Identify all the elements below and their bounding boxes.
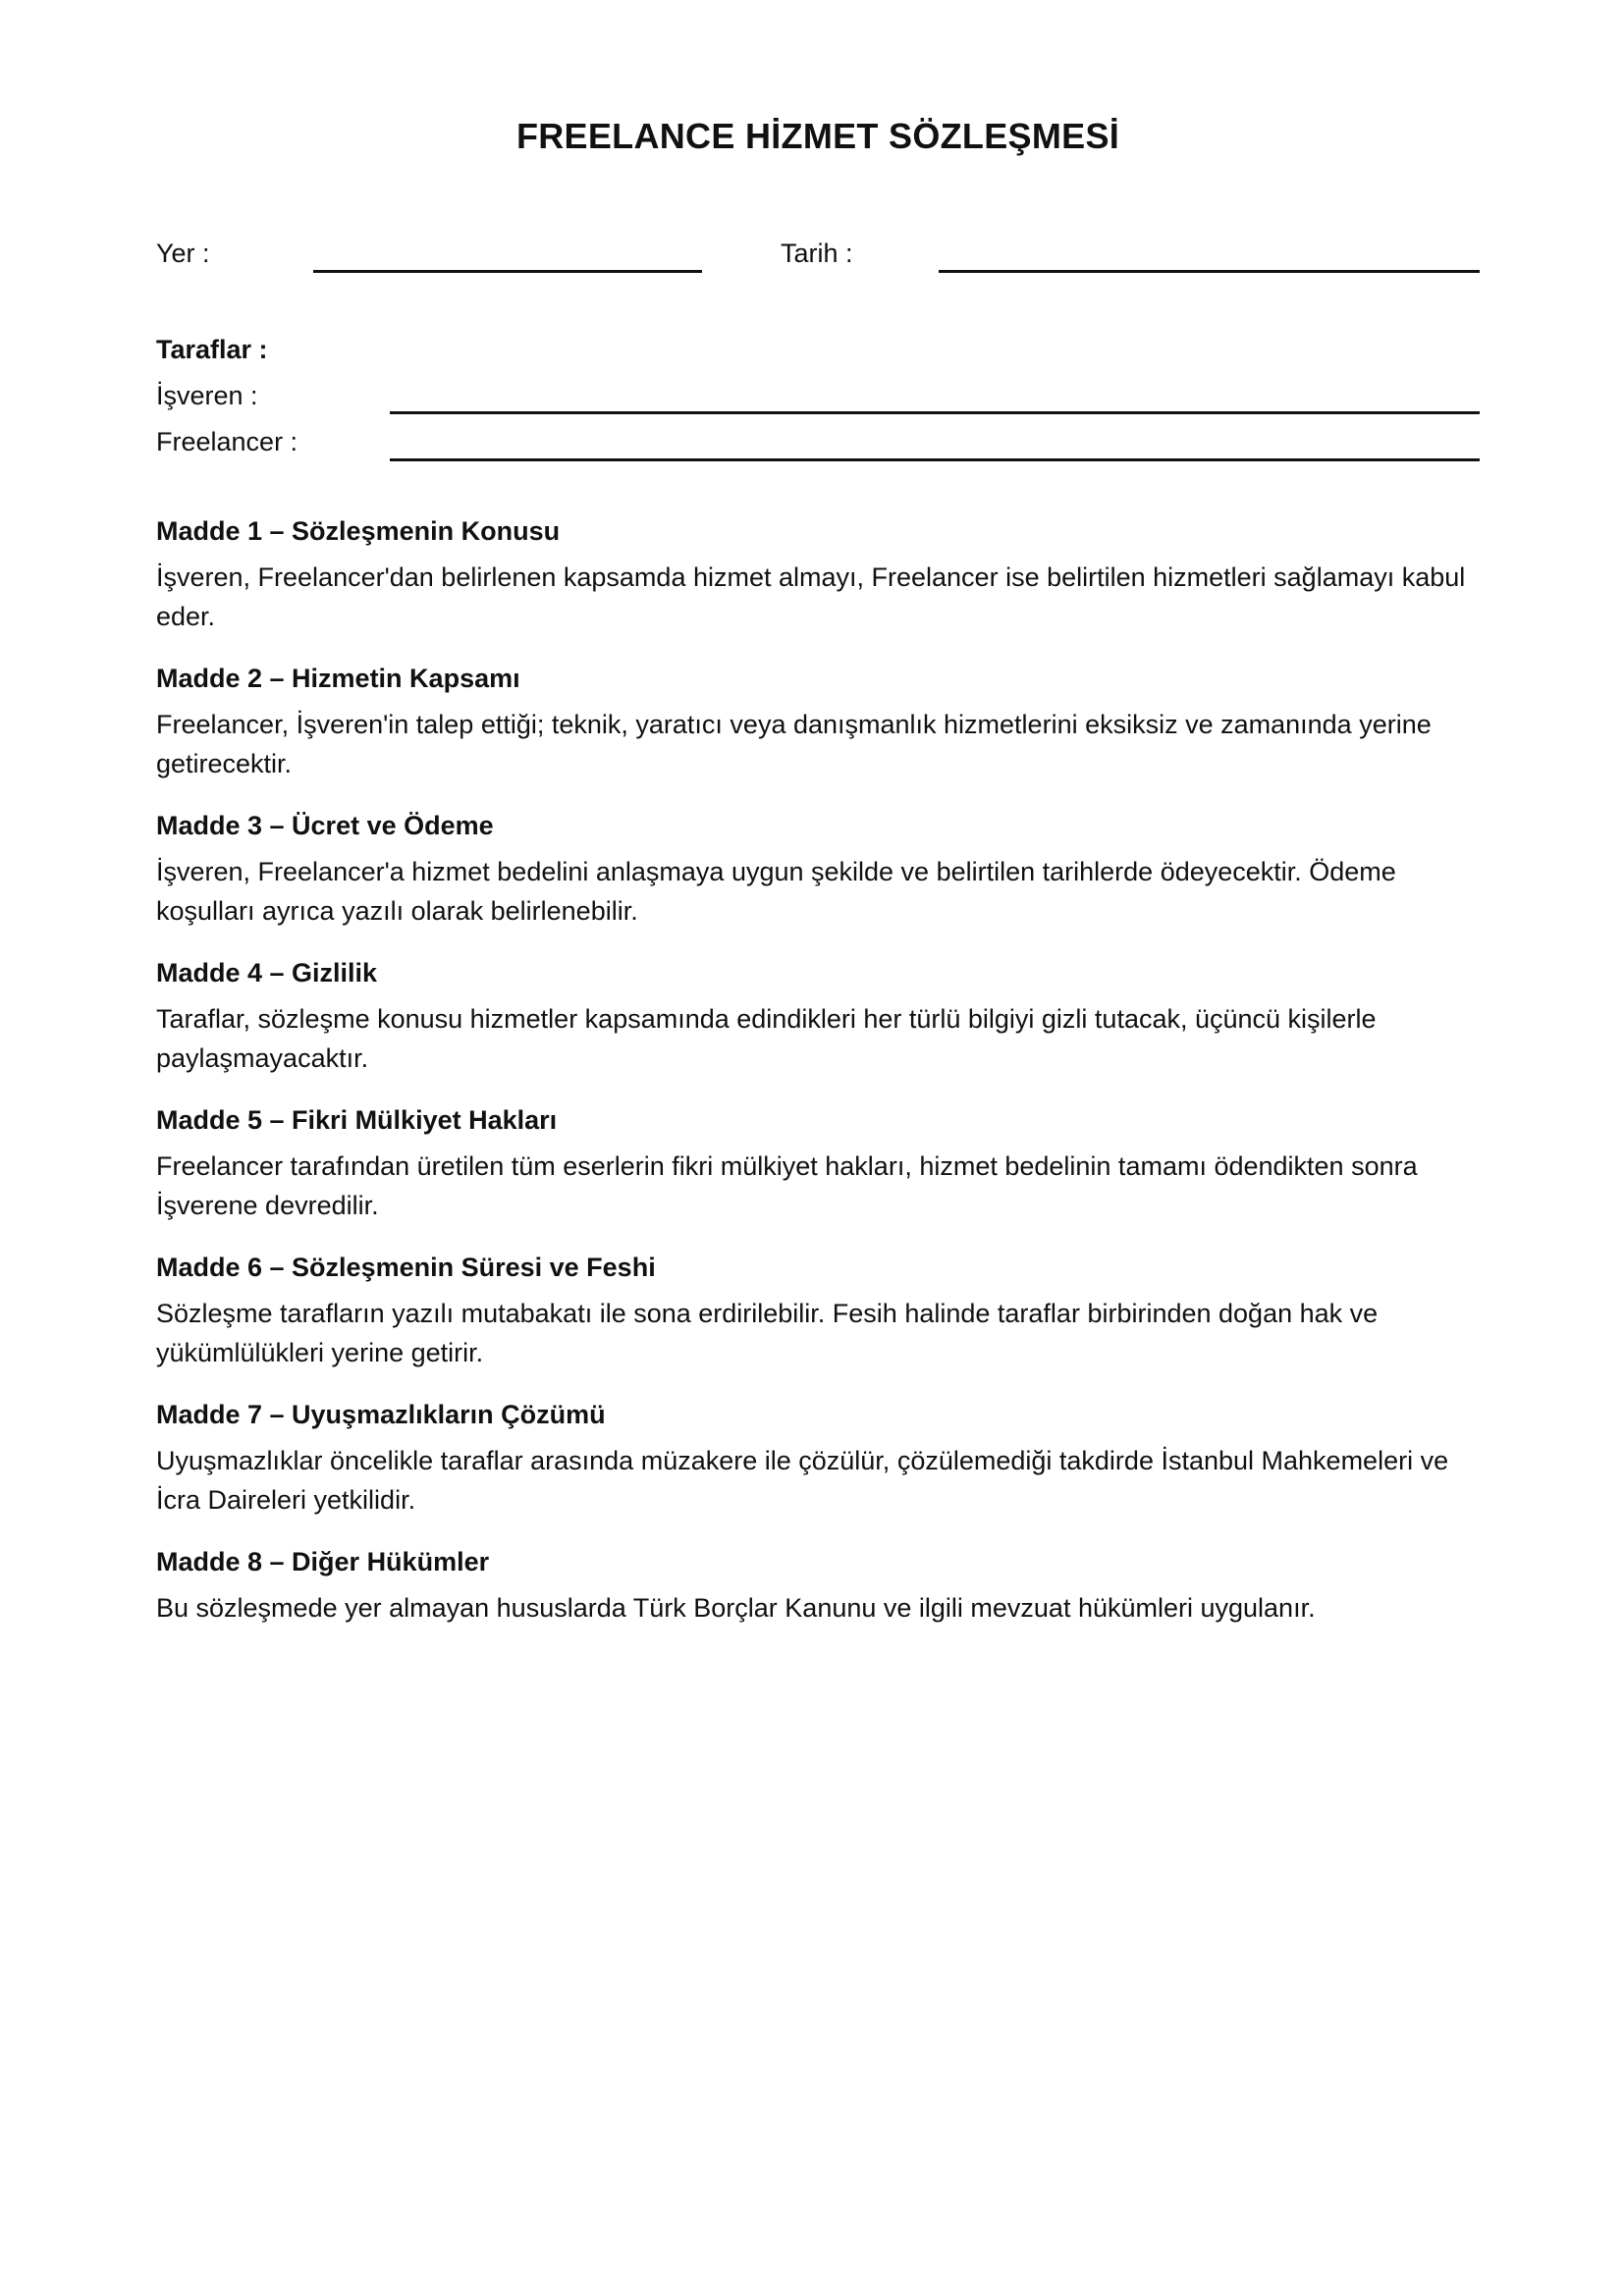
article-text: İşveren, Freelancer'dan belirlenen kapsamda hizmet almayı, Freelancer ise belirtilen hizmetleri sağlamayı kabul eder. — [156, 562, 1466, 631]
employer-label: İşveren : — [156, 381, 258, 410]
document-title: FREELANCE HİZMET SÖZLEŞMESİ — [515, 116, 1120, 156]
article-text: Taraflar, sözleşme konusu hizmetler kapsamında edindikleri her türlü bilgiyi gizli tutacak, üçüncü kişilerle paylaşmayacaktır. — [156, 1004, 1377, 1073]
article-text: Freelancer, İşveren'in talep ettiği; teknik, yaratıcı veya danışmanlık hizmetlerini eksiksiz ve zamanında yerine getirecektir. — [156, 710, 1432, 778]
article-text: Bu sözleşmede yer almayan hususlarda Türk Borçlar Kanunu ve ilgili mevzuat hükümleri uygulanır. — [156, 1593, 1316, 1623]
article-text: Sözleşme tarafların yazılı mutabakatı ile sona erdirilebilir. Fesih halinde taraflar birbirinden doğan hak ve yükümlülükleri yerine getirir. — [156, 1299, 1379, 1367]
article-text: İşveren, Freelancer'a hizmet bedelini anlaşmaya uygun şekilde ve belirtilen tarihlerde ödeyecektir. Ödeme koşulları ayrıca yazılı olarak belirlenebilir. — [156, 857, 1396, 926]
article — [156, 662, 1480, 783]
freelancer-label: Freelancer : — [156, 427, 298, 456]
article — [156, 1251, 1480, 1372]
article-text: Uyuşmazlıklar öncelikle taraflar arasında müzakere ile çözülür, çözülemediği takdirde İstanbul Mahkemeleri ve İcra Daireleri yetkilidir. — [156, 1446, 1449, 1515]
employer-blank-line — [390, 411, 1480, 414]
article — [156, 1398, 1480, 1520]
article — [156, 956, 1480, 1078]
article-title: Madde 3 – Ücret ve Ödeme — [156, 811, 494, 840]
place-blank-line — [313, 270, 702, 273]
article-title: Madde 5 – Fikri Mülkiyet Hakları — [156, 1105, 558, 1135]
parties-heading: Taraflar : — [156, 335, 268, 364]
contract-page — [156, 0, 1480, 2296]
date-label: Tarih : — [781, 239, 853, 268]
article — [156, 1545, 1480, 1628]
articles-list — [156, 514, 1480, 1653]
article-title: Madde 2 – Hizmetin Kapsamı — [156, 664, 520, 693]
article-text: Freelancer tarafından üretilen tüm eserlerin fikri mülkiyet hakları, hizmet bedelinin tamamı ödendikten sonra İşverene devredilir. — [156, 1151, 1418, 1220]
employer-row — [156, 380, 1480, 419]
article — [156, 514, 1480, 636]
freelancer-blank-line — [390, 458, 1480, 461]
article-title: Madde 7 – Uyuşmazlıkların Çözümü — [156, 1400, 606, 1429]
place-date-row — [156, 238, 1480, 277]
article — [156, 1103, 1480, 1225]
freelancer-row — [156, 426, 1480, 465]
date-blank-line — [939, 270, 1480, 273]
article-title: Madde 1 – Sözleşmenin Konusu — [156, 516, 561, 546]
article-title: Madde 4 – Gizlilik — [156, 958, 378, 988]
article-title: Madde 8 – Diğer Hükümler — [156, 1547, 490, 1576]
place-label: Yer : — [156, 239, 210, 268]
article — [156, 809, 1480, 931]
article-title: Madde 6 – Sözleşmenin Süresi ve Feshi — [156, 1253, 656, 1282]
